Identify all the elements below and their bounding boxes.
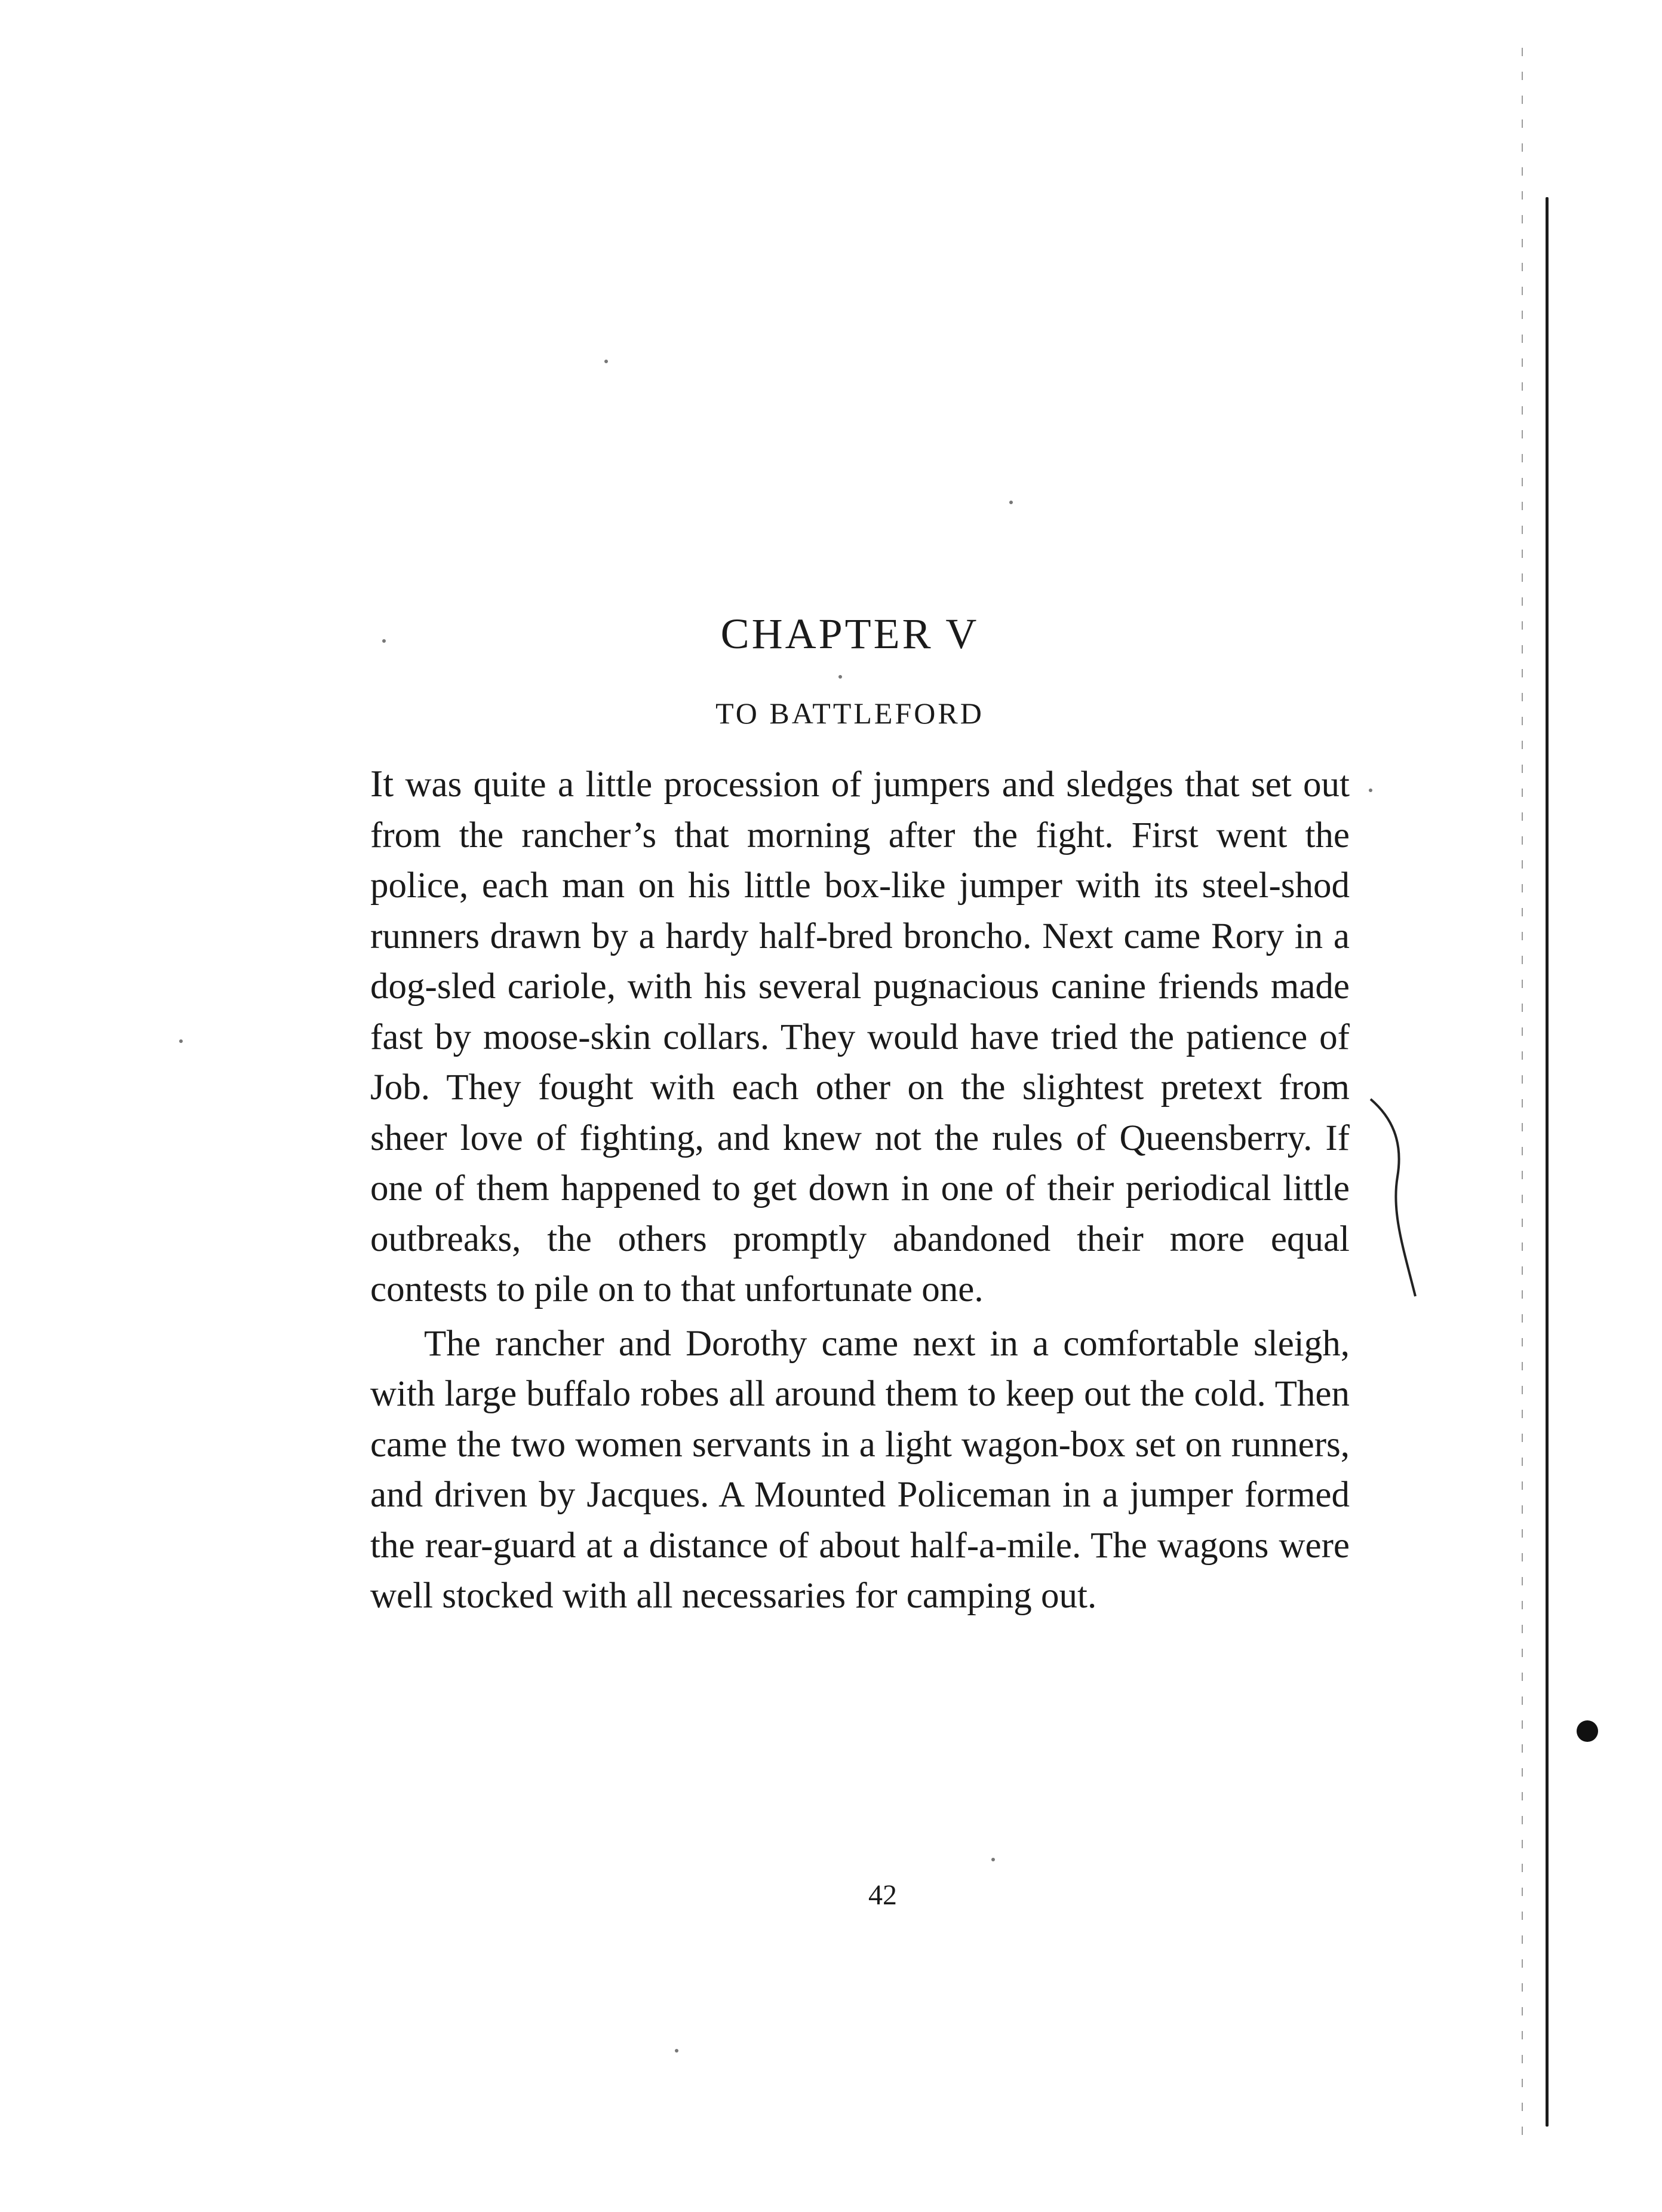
paragraph-2: The rancher and Dorothy came next in a comfortable sleigh, with large buffalo robes all around them to keep out the cold. Then came the two women servants in a light wagon-box set on runners, and driven by Jacques. A Mounted Policeman in a jumper formed the rear-guard at a distance of about half-a-mile. The wagons were well stocked with all necessaries for camping out. [370, 1323, 1350, 1616]
margin-bracket-mark [1368, 1093, 1421, 1308]
scan-speck [1009, 501, 1013, 504]
paragraph-1-text: was quite a little procession of jumpers and sledges that set out from the rancher’s that morning after the fight. First went the police, each man on his little box-like jumper with its steel-shod runners drawn by a hardy half-bred broncho. Next came Rory in a dog-sled cariole, with his several pugnacious canine friends made fast by moose-skin collars. They would have tried the patience of Job. They fought with each other on the slightest pretext from sheer love of fighting, and knew not the rules of Queensberry. If one of them happened to get down in one of their periodical little outbreaks, the others promptly abandoned their more equal contests to pile on to that unfortunate one. [370, 765, 1350, 1309]
scan-speck [604, 360, 608, 363]
scan-speck [838, 675, 842, 679]
scan-edge-faint [1522, 48, 1523, 2139]
scan-speck [179, 1039, 183, 1043]
scan-speck [675, 2049, 678, 2053]
chapter-subtitle: TO BATTLEFORD [715, 697, 984, 730]
scan-speck [991, 1858, 995, 1861]
page-number: 42 [868, 1879, 897, 1911]
scan-speck [1369, 789, 1372, 792]
dropcap: It [370, 762, 394, 805]
scan-edge [1546, 197, 1549, 2127]
chapter-title: CHAPTER V [720, 610, 979, 658]
punch-hole [1577, 1720, 1598, 1742]
paragraph-1 [370, 759, 1350, 1315]
body-text [370, 759, 1350, 1622]
